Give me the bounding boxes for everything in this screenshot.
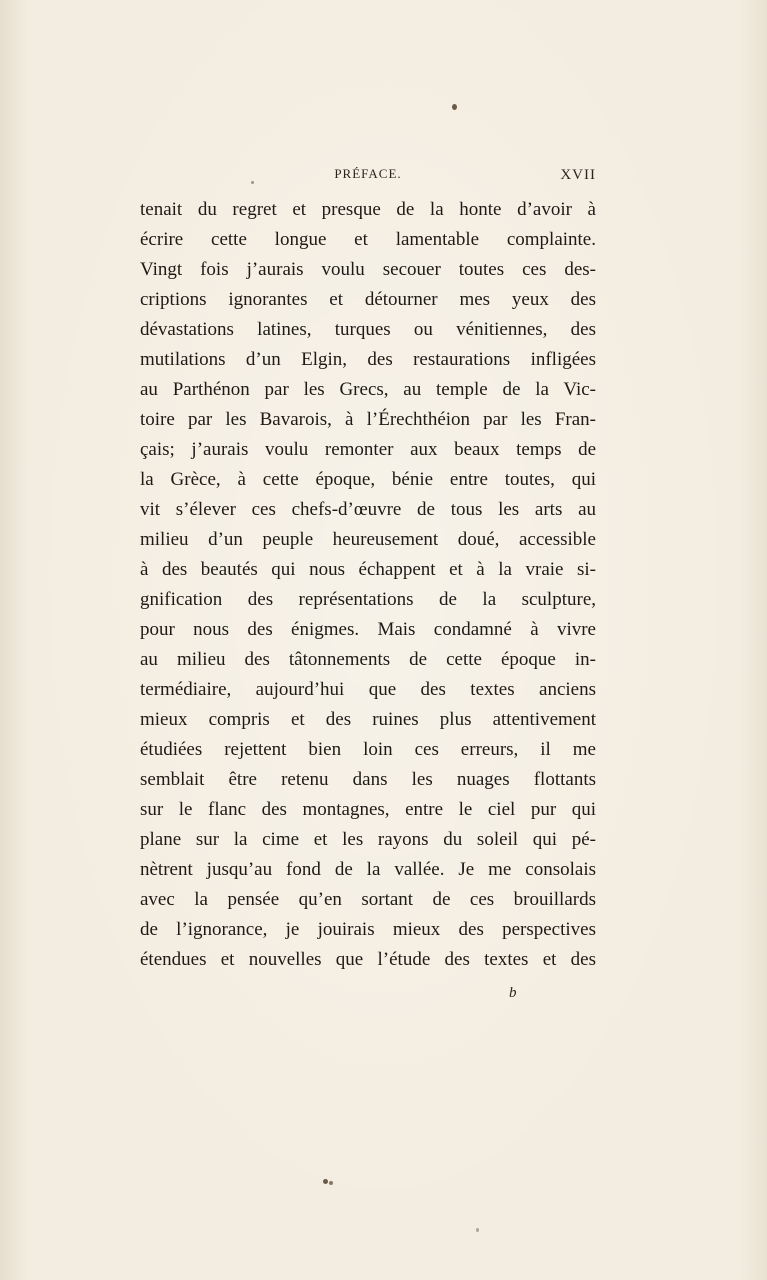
text-line: de l’ignorance, je jouirais mieux des perspectives xyxy=(140,919,596,940)
paper-speck xyxy=(329,1181,333,1185)
text-line: mutilations d’un Elgin, des restaurations infligées xyxy=(140,349,596,370)
text-line: semblait être retenu dans les nuages flottants xyxy=(140,769,596,790)
text-line: étudiées rejettent bien loin ces erreurs, il me xyxy=(140,739,596,760)
text-line: à des beautés qui nous échappent et à la vraie si- xyxy=(140,559,596,580)
text-line: mieux compris et des ruines plus attentivement xyxy=(140,709,596,730)
text-line: milieu d’un peuple heureusement doué, accessible xyxy=(140,529,596,550)
text-line: criptions ignorantes et détourner mes yeux des xyxy=(140,289,596,310)
text-line: termédiaire, aujourd’hui que des textes anciens xyxy=(140,679,596,700)
text-line: çais; j’aurais voulu remonter aux beaux temps de xyxy=(140,439,596,460)
text-line: toire par les Bavarois, à l’Érechthéion par les Fran- xyxy=(140,409,596,430)
text-line: tenait du regret et presque de la honte d’avoir à xyxy=(140,199,596,220)
text-line: au milieu des tâtonnements de cette époque in- xyxy=(140,649,596,670)
text-line: plane sur la cime et les rayons du soleil qui pé- xyxy=(140,829,596,850)
text-line: étendues et nouvelles que l’étude des textes et des xyxy=(140,949,596,970)
running-title: PRÉFACE. xyxy=(334,166,402,181)
paper-speck xyxy=(476,1228,479,1232)
text-line: dévastations latines, turques ou vénitiennes, des xyxy=(140,319,596,340)
text-line: pour nous des énigmes. Mais condamné à vivre xyxy=(140,619,596,640)
text-line: nètrent jusqu’au fond de la vallée. Je me consolais xyxy=(140,859,596,880)
page-number: XVII xyxy=(560,167,596,183)
text-line: gnification des représentations de la sculpture, xyxy=(140,589,596,610)
body-text xyxy=(140,195,596,975)
text-line: au Parthénon par les Grecs, au temple de la Vic- xyxy=(140,379,596,400)
paper-speck xyxy=(452,104,457,110)
text-line: Vingt fois j’aurais voulu secouer toutes ces des- xyxy=(140,259,596,280)
text-line: avec la pensée qu’en sortant de ces brouillards xyxy=(140,889,596,910)
text-line: la Grèce, à cette époque, bénie entre toutes, qui xyxy=(140,469,596,490)
signature-mark: b xyxy=(509,985,517,1001)
text-line: écrire cette longue et lamentable complainte. xyxy=(140,229,596,250)
text-line: vit s’élever ces chefs-d’œuvre de tous les arts au xyxy=(140,499,596,520)
text-line: sur le flanc des montagnes, entre le ciel pur qui xyxy=(140,799,596,820)
paper-speck xyxy=(323,1179,328,1184)
page-header xyxy=(140,166,596,186)
